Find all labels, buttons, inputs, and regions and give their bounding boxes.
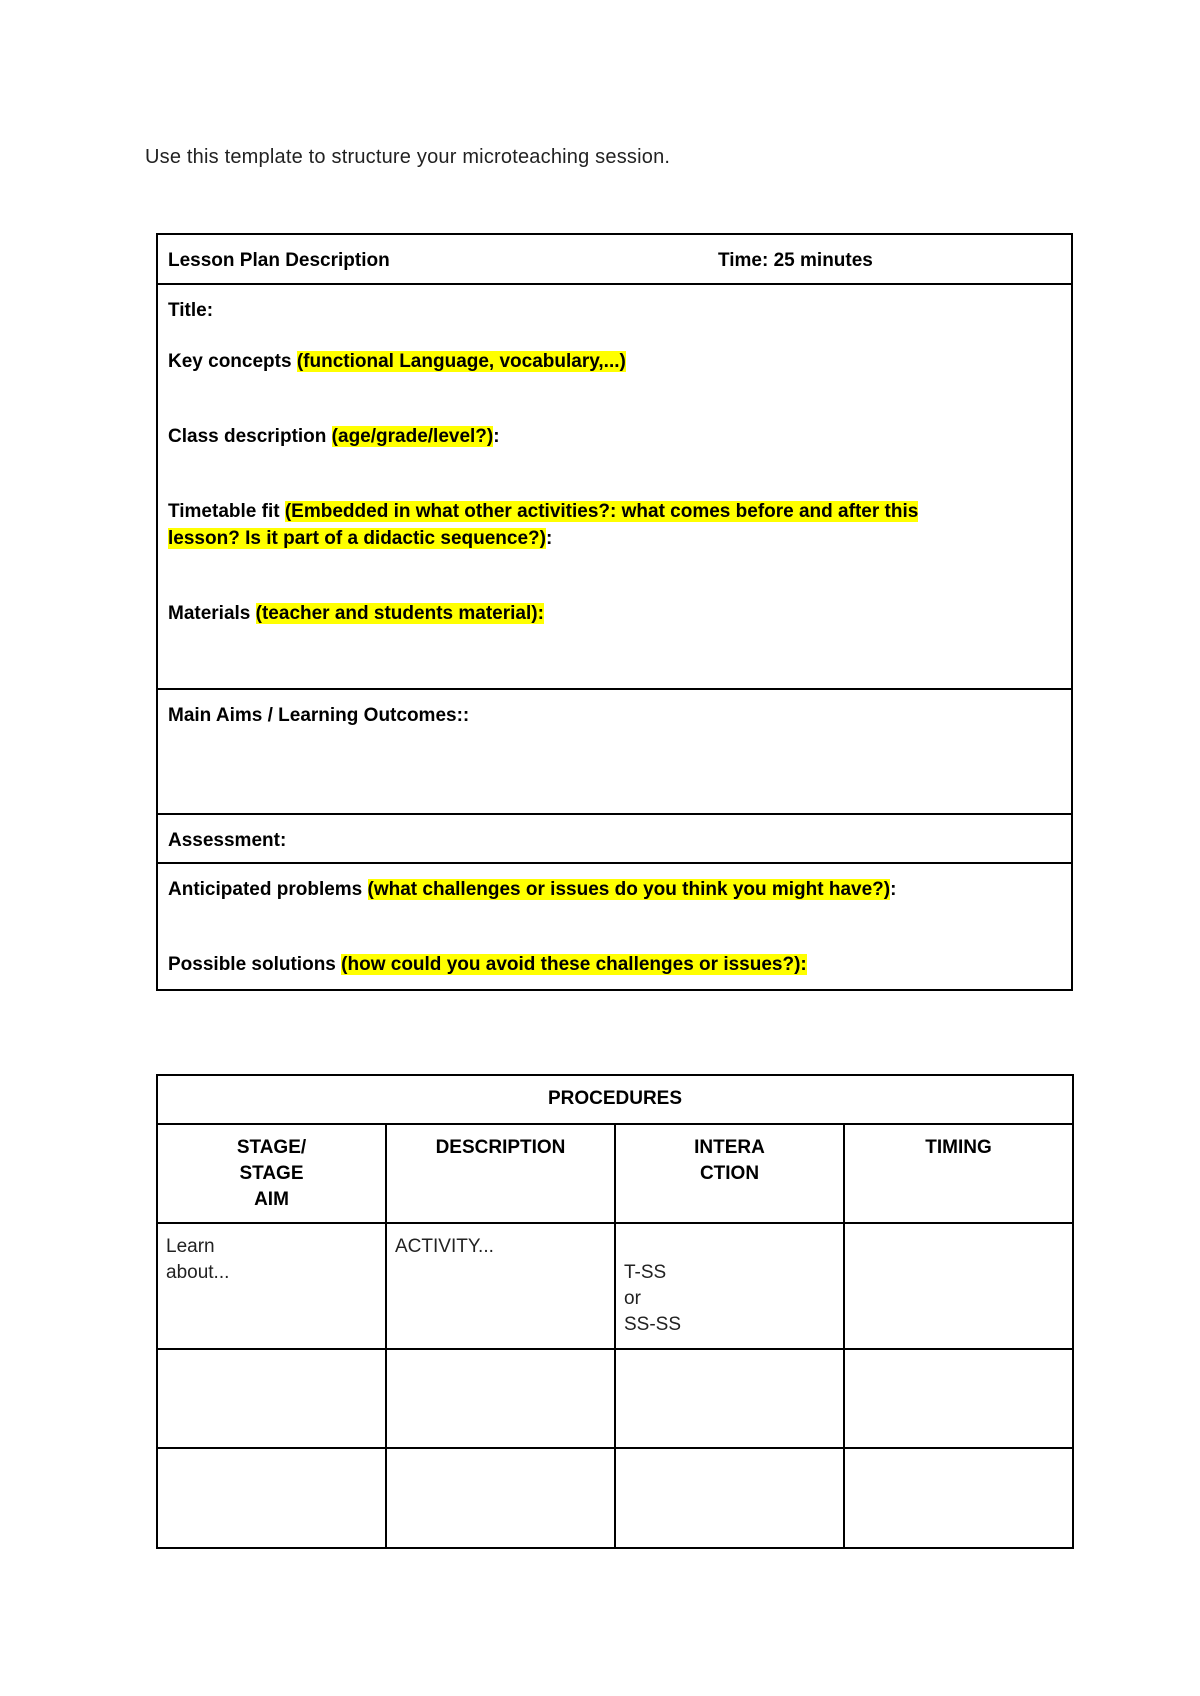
interaction-header-line-1: INTERA xyxy=(694,1137,765,1158)
interaction-text-line-2: or xyxy=(624,1288,641,1309)
stage-text-line-2: about... xyxy=(166,1262,230,1283)
solutions-label: Possible solutions xyxy=(168,954,342,975)
stage-aim-header xyxy=(157,1124,386,1223)
table-row xyxy=(157,1223,1073,1349)
stage-cell[interactable] xyxy=(157,1223,386,1349)
stage-text-line-1: Learn xyxy=(166,1236,215,1257)
spacer xyxy=(168,324,1061,348)
timetable-line-2 xyxy=(168,525,1061,552)
intro-text: Use this template to structure your microteaching session. xyxy=(145,146,671,168)
interaction-header xyxy=(615,1124,844,1223)
stage-cell[interactable] xyxy=(157,1349,386,1448)
spacer xyxy=(168,552,1061,600)
timetable-line-1 xyxy=(168,498,1061,525)
timing-header: TIMING xyxy=(844,1124,1073,1223)
title-label: Title: xyxy=(168,300,214,321)
assessment-label: Assessment: xyxy=(168,830,287,851)
anticipated-suffix: : xyxy=(890,879,897,900)
key-concepts-line xyxy=(168,348,1061,375)
key-concepts-hint: (functional Language, vocabulary,...) xyxy=(296,351,626,372)
timing-cell[interactable] xyxy=(844,1223,1073,1349)
stage-cell[interactable] xyxy=(157,1448,386,1548)
description-header: DESCRIPTION xyxy=(386,1124,615,1223)
lesson-plan-table xyxy=(156,233,1073,991)
table-row xyxy=(157,1349,1073,1448)
interaction-text-line-3: SS-SS xyxy=(624,1314,682,1335)
materials-label: Materials xyxy=(168,603,256,624)
assessment-cell[interactable] xyxy=(157,814,1072,863)
materials-line xyxy=(168,600,1061,627)
interaction-text-line-1: T-SS xyxy=(624,1262,667,1283)
interaction-cell[interactable] xyxy=(615,1349,844,1448)
anticipated-hint: (what challenges or issues do you think you might have?) xyxy=(367,879,891,900)
procedures-title: PROCEDURES xyxy=(157,1075,1073,1124)
stage-header-line-3: AIM xyxy=(254,1189,289,1210)
stage-header-line-1: STAGE/ xyxy=(236,1137,307,1158)
class-description-suffix: : xyxy=(493,426,500,447)
lesson-plan-header-cell xyxy=(157,234,1072,284)
stage-header-line-2: STAGE xyxy=(239,1163,304,1184)
lesson-info-cell[interactable] xyxy=(157,284,1072,689)
main-aims-label: Main Aims / Learning Outcomes:: xyxy=(168,705,470,726)
description-cell[interactable] xyxy=(386,1349,615,1448)
timing-cell[interactable] xyxy=(844,1448,1073,1548)
spacer xyxy=(168,903,1061,951)
lesson-plan-header-title: Lesson Plan Description xyxy=(168,250,390,271)
timetable-suffix: : xyxy=(545,528,553,549)
main-aims-cell[interactable] xyxy=(157,689,1072,814)
spacer xyxy=(168,375,1061,423)
description-cell[interactable]: ACTIVITY... xyxy=(386,1223,615,1349)
timetable-label: Timetable fit xyxy=(168,501,285,522)
timetable-hint-2: lesson? Is it part of a didactic sequence?) xyxy=(168,528,546,549)
spacer xyxy=(168,450,1061,498)
key-concepts-label: Key concepts xyxy=(168,351,297,372)
class-description-hint: (age/grade/level?) xyxy=(331,426,494,447)
class-description-line xyxy=(168,423,1061,450)
description-cell[interactable] xyxy=(386,1448,615,1548)
anticipated-label: Anticipated problems xyxy=(168,879,368,900)
interaction-cell[interactable] xyxy=(615,1448,844,1548)
interaction-header-line-2: CTION xyxy=(699,1163,760,1184)
solutions-line xyxy=(168,951,1061,978)
timing-cell[interactable] xyxy=(844,1349,1073,1448)
materials-hint: (teacher and students material): xyxy=(255,603,544,624)
solutions-hint: (how could you avoid these challenges or issues?): xyxy=(341,954,807,975)
timetable-hint-1: (Embedded in what other activities?: what comes before and after this xyxy=(284,501,919,522)
interaction-cell[interactable] xyxy=(615,1223,844,1349)
class-description-label: Class description xyxy=(168,426,332,447)
procedures-table xyxy=(156,1074,1074,1549)
lesson-time: Time: 25 minutes xyxy=(718,250,873,271)
problems-cell[interactable] xyxy=(157,863,1072,990)
table-row xyxy=(157,1448,1073,1548)
anticipated-line xyxy=(168,876,1061,903)
